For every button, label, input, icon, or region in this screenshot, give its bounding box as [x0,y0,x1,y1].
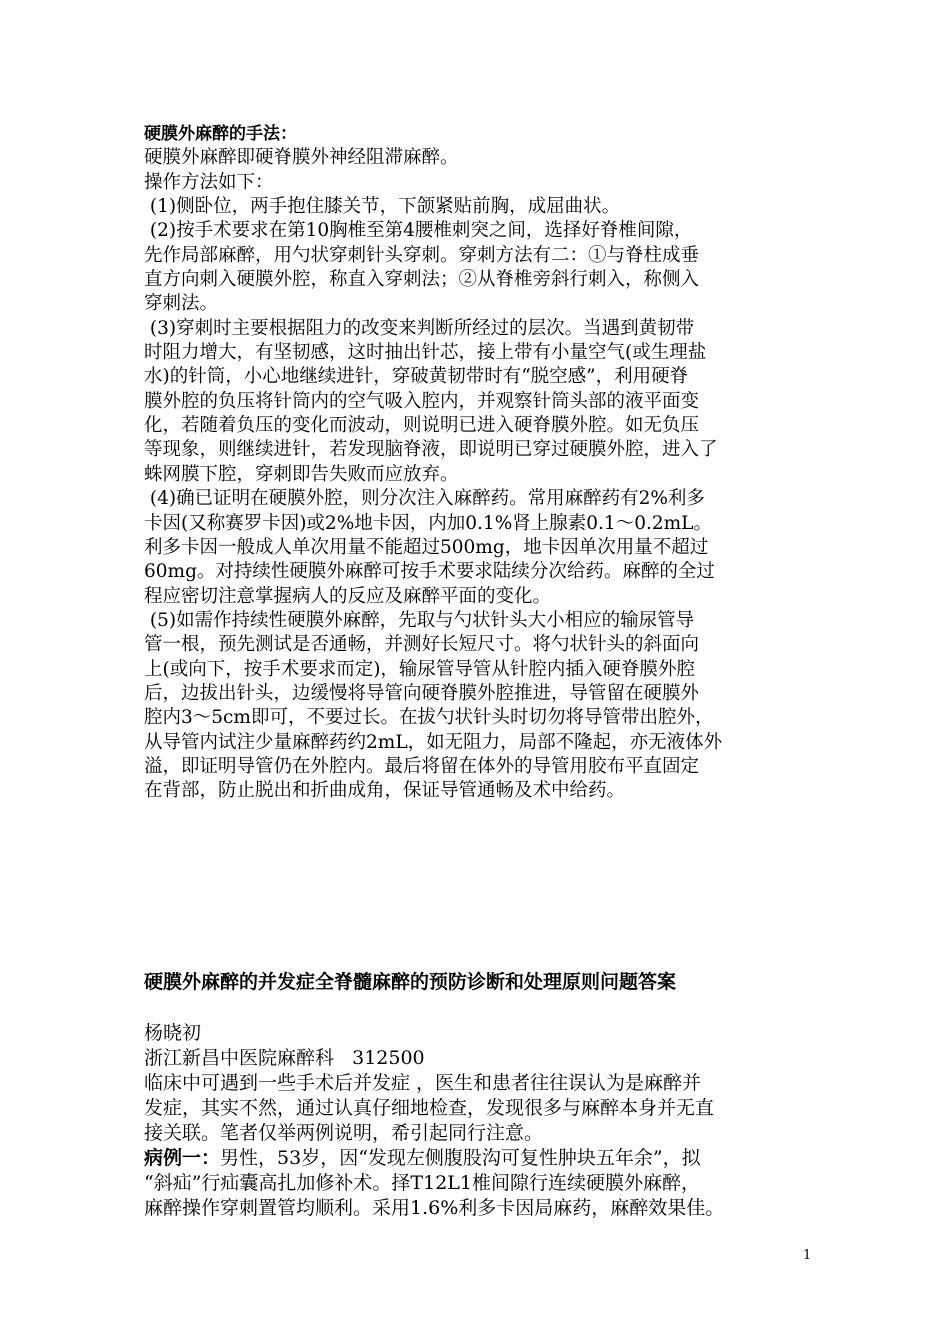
section-title: 硬膜外麻醉的并发症全脊髓麻醉的预防诊断和处理原则问题答案 [144,971,677,993]
section-complications [144,968,814,1221]
category-tag [144,996,814,1021]
body-line: 卡因(又称赛罗卡因)或2%地卡因，内加0.1%肾上腺素0.1～0.2mL。 [144,512,712,534]
body-line: 程应密切注意掌握病人的反应及麻醉平面的变化。 [144,585,552,607]
author-affiliation: 浙江新昌中医院麻醉科 312500 [144,1047,425,1069]
case-line: 麻醉操作穿刺置管均顺利。采用1.6%利多卡因局麻药，麻醉效果佳。 [144,1197,725,1219]
body-line: 利多卡因一般成人单次用量不能超过500mg，地卡因单次用量不超过 [144,536,709,558]
section-body [144,146,814,803]
body-line: 溢，即证明导管仍在外腔内。最后将留在体外的导管用胶布平直固定 [144,755,700,777]
body-line: 从导管内试注少量麻醉药约2mL，如无阻力，局部不隆起，亦无液体外 [144,731,723,753]
body-line: (2)按手术要求在第10胸椎至第4腰椎刺突之间，选择好脊椎间隙， [144,220,693,242]
body-line: 操作方法如下： [144,171,274,193]
body-line: 在背部，防止脱出和折曲成角，保证导管通畅及术中给药。 [144,780,626,802]
case-line [144,1146,814,1171]
section-title: 硬膜外麻醉的手法： [144,124,297,144]
body-line: 管一根，预先测试是否通畅，并测好长短尺寸。将勺状针头的斜面向 [144,634,700,656]
body-line: 发症，其实不然，通过认真仔细地检查，发现很多与麻醉本身并无直 [144,1097,715,1119]
body-line: 穿刺法。 [144,293,219,315]
body-line: (3)穿刺时主要根据阻力的改变来判断所经过的层次。当遇到黄韧带 [144,317,695,339]
body-line: 接关联。笔者仅举两例说明，希引起同行注意。 [144,1122,544,1144]
body-line: 蛛网膜下腔，穿刺即告失败而应放弃。 [144,463,459,485]
body-line: (1)侧卧位，两手抱住膝关节，下颌紧贴前胸，成屈曲状。 [144,196,621,218]
body-line: 60mg。对持续性硬膜外麻醉可按手术要求陆续分次给药。麻醉的全过 [144,561,715,583]
body-line: (5)如需作持续性硬膜外麻醉，先取与勺状针头大小相应的输尿管导 [144,609,695,631]
body-line: 先作局部麻醉，用勺状穿刺针头穿刺。穿刺方法有二：①与脊柱成垂 [144,244,700,266]
body-line: 临床中可遇到一些手术后并发症 ，医生和患者往往误认为是麻醉并 [144,1072,702,1094]
body-line: 等现象，则继续进针，若发现脑脊液，即说明已穿过硬膜外腔，进入了 [144,439,718,461]
body-line: (4)确已证明在硬膜外腔，则分次注入麻醉药。常用麻醉药有2%利多 [144,488,705,510]
body-line: 硬膜外麻醉即硬脊膜外神经阻滞麻醉。 [144,147,459,169]
case-text: 男性，53岁，因“发现左侧腹股沟可复性肿块五年余”，拟 [220,1147,701,1169]
body-line: 时阻力增大，有坚韧感，这时抽出针芯，接上带有小量空气(或生理盐 [144,342,707,364]
body-line: 上(或向下，按手术要求而定)，输尿管导管从针腔内插入硬脊膜外腔 [144,658,695,680]
body-line: 膜外腔的负压将针筒内的空气吸入腔内，并观察针筒头部的液平面变 [144,390,700,412]
body-line: 水)的针筒，小心地继续进针，穿破黄韧带时有“脱空感”，利用硬脊 [144,366,689,388]
case-label: 病例一： [144,1147,221,1169]
page-number: 1 [803,1248,812,1263]
body-line: 腔内3～5cm即可，不要过长。在拔勺状针头时切勿将导管带出腔外， [144,707,714,729]
body-line: 后，边拔出针头，边缓慢将导管向硬脊膜外腔推进，导管留在硬膜外 [144,682,700,704]
author-name: 杨晓初 [144,1022,202,1044]
section-technique [144,122,814,804]
body-line: 化，若随着负压的变化而波动，则说明已进入硬脊膜外腔。如无负压 [144,415,700,437]
body-line: 直方向刺入硬膜外腔，称直入穿刺法；②从脊椎旁斜行刺入，称侧入 [144,269,700,291]
case-line: “斜疝”行疝囊高扎加修补术。择T12L1椎间隙行连续硬膜外麻醉， [144,1172,700,1194]
